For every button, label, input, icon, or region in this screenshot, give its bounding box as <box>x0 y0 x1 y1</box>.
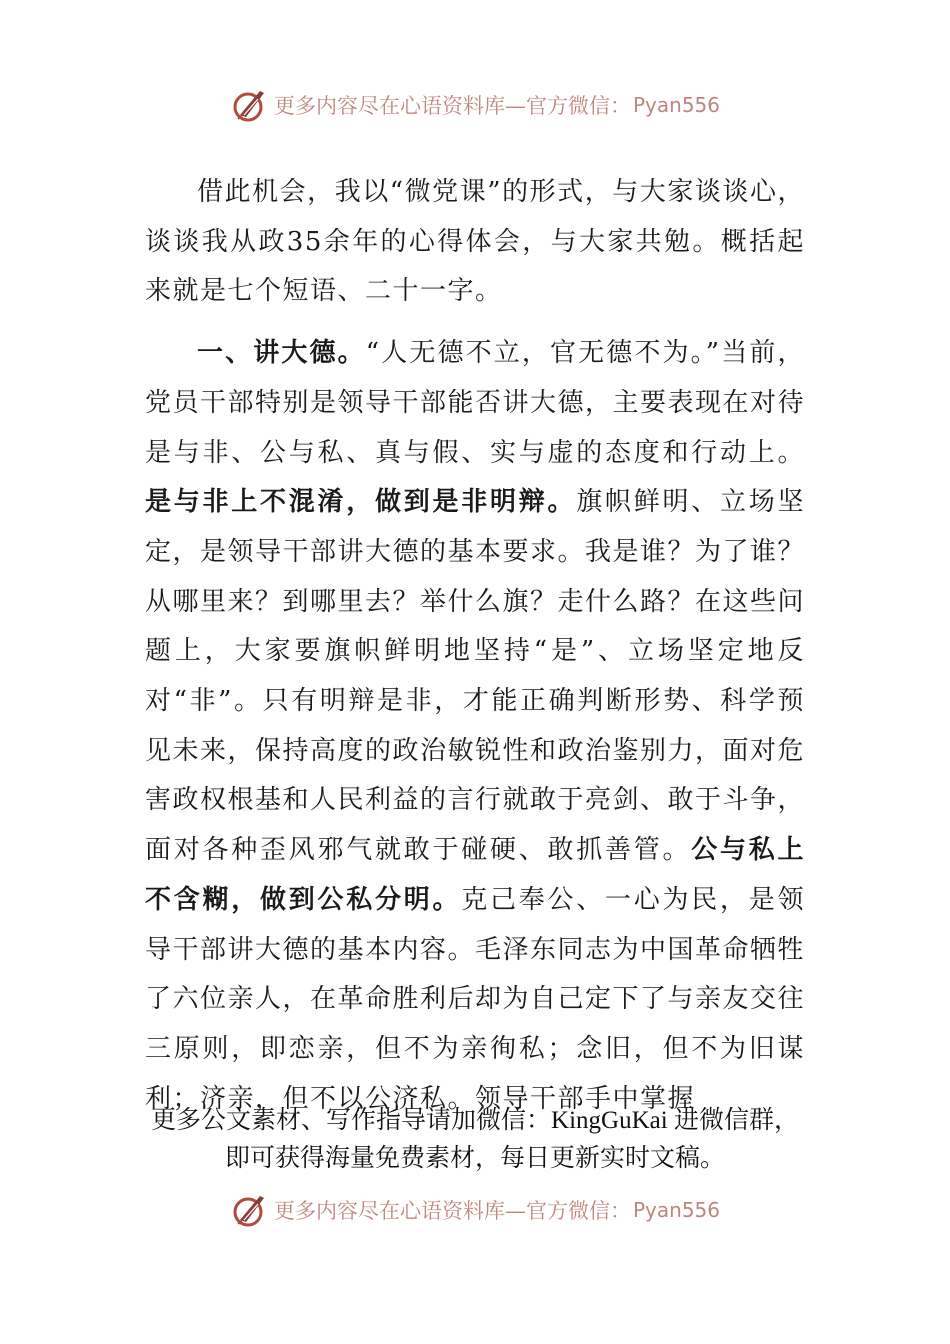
document-body <box>145 168 805 1124</box>
paragraph-text: 克己奉公、一心为民，是领导干部讲大德的基本内容。毛泽东同志为中国革命牺牲了六位亲人，在革命胜利后却为自己定下了与亲友交往三原则，即恋亲，但不为亲徇私；念旧，但不为旧谋利；济亲，但不以公济私。领导干部手中掌握 <box>145 884 806 1114</box>
footer-note-line: 更多公文素材、写作指导请加微信：KingGuKai 进微信群， <box>151 1107 799 1134</box>
quill-pen-logo-icon <box>230 1190 270 1230</box>
banner-text: 更多内容尽在心语资料库—官方微信： <box>273 1199 631 1223</box>
banner-wechat-id: Pyan556 <box>632 1198 720 1222</box>
paragraph-text: 旗帜鲜明、立场坚定，是领导干部讲大德的基本要求。我是谁？为了谁？从哪里来？到哪里去？举什么旗？走什么路？在这些问题上，大家要旗帜鲜明地坚持“是”、立场坚定地反对“非”。只有明辩是非，才能正确判断形势、科学预见未来，保持高度的政治敏锐性和政治鉴别力，面对危害政权根基和人民利益的言行就敢于亮剑、敢于斗争，面对各种歪风邪气就敢于碰硬、敢抓善管。 <box>145 487 806 866</box>
paragraph-text: “人无德不立，官无德不为。”当前，党员干部特别是领导干部能否讲大德，主要表现在对待是与非、公与私、真与假、实与虚的态度和行动上。 <box>145 338 806 468</box>
emphasis-text: 公与私上不含糊，做到公私分明。 <box>145 835 805 915</box>
banner-text: 更多内容尽在心语资料库—官方微信： <box>273 94 631 118</box>
footer-banner <box>0 1185 950 1235</box>
section-heading: 一、讲大德。 <box>197 338 366 369</box>
header-banner <box>0 80 950 130</box>
footer-note-line: 即可获得海量免费素材，每日更新实时文稿。 <box>224 1145 725 1172</box>
paragraph-text: 借此机会，我以“微党课”的形式，与大家谈谈心，谈谈我从政35余年的心得体会，与大家共勉。概括起来就是七个短语、二十一字。 <box>145 177 805 307</box>
quill-pen-logo-icon <box>230 85 270 125</box>
paragraph-section-one <box>145 329 805 1124</box>
footer-note <box>100 1102 850 1178</box>
paragraph-intro <box>145 168 805 317</box>
emphasis-text: 是与非上不混淆，做到是非明辩。 <box>145 487 577 518</box>
banner-wechat-id: Pyan556 <box>632 93 720 117</box>
